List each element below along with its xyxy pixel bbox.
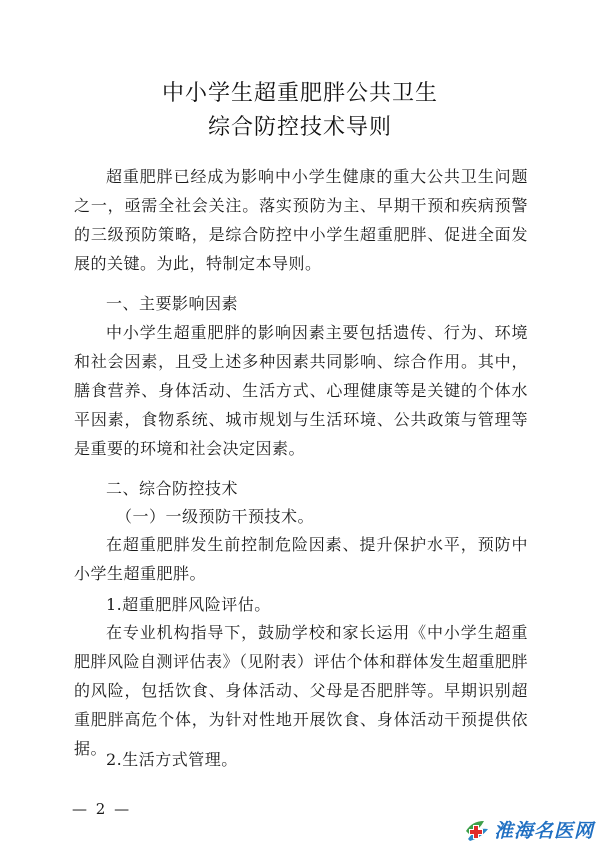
section-2-heading: 二、综合防控技术 <box>106 479 239 498</box>
page-number: — 2 — <box>72 800 132 818</box>
watermark-text: 淮海名医网 <box>494 819 595 842</box>
item-1-paragraph: 在专业机构指导下，鼓励学校和家长运用《中小学生超重肥胖风险自测评估表》（见附表）评估个体和群体发生超重肥胖的风险，包括饮食、身体活动、父母是否肥胖等。早期识别超重肥胖高危个体，为针对性地开展饮食、身体活动干预提供依据。 <box>74 623 529 758</box>
item-1-heading: 1.超重肥胖风险评估。 <box>106 595 271 614</box>
intro-paragraph: 超重肥胖已经成为影响中小学生健康的重大公共卫生问题之一，亟需全社会关注。落实预防为主、早期干预和疾病预警的三级预防策略，是综合防控中小学生超重肥胖、促进全面发展的关键。为此，特制定本导则。 <box>74 167 528 273</box>
watermark <box>462 812 598 846</box>
cross-leaf-logo-icon <box>462 815 490 843</box>
item-2-heading: 2.生活方式管理。 <box>106 750 238 769</box>
page-title-line-1: 中小学生超重肥胖公共卫生 <box>161 81 438 106</box>
subsection-1-paragraph: 在超重肥胖发生前控制危险因素、提升保护水平，预防中小学生超重肥胖。 <box>74 535 528 583</box>
page-title-line-2: 综合防控技术导则 <box>207 115 392 140</box>
subsection-1-heading: （一）一级预防干预技术。 <box>116 507 315 526</box>
section-1-heading: 一、主要影响因素 <box>106 294 239 313</box>
section-1-paragraph: 中小学生超重肥胖的影响因素主要包括遗传、行为、环境和社会因素，且受上述多种因素共同影响、综合作用。其中，膳食营养、身体活动、生活方式、心理健康等是关键的个体水平因素，食物系统、城市规划与生活环境、公共政策与管理等是重要的环境和社会决定因素。 <box>74 323 528 458</box>
